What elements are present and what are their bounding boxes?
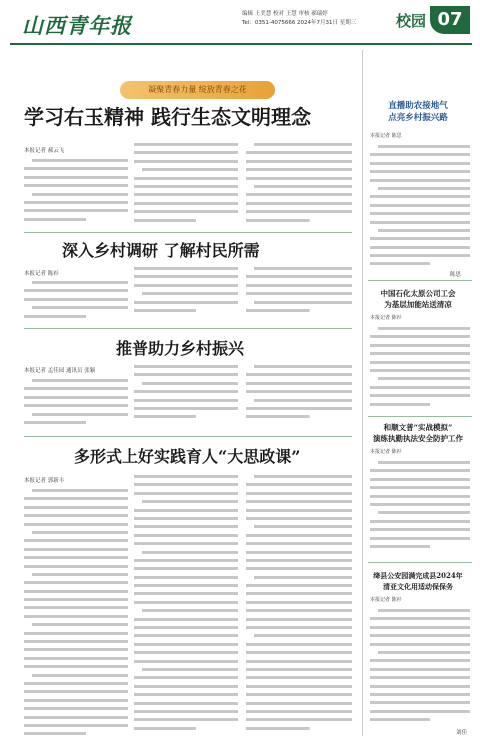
article-3-col-3 <box>246 362 352 428</box>
sidebar-2-byline: 本报记者 陈衫 <box>370 315 402 321</box>
column-separator <box>362 50 363 736</box>
article-3-byline: 本报记者 孟佳园 通讯员 张颖 <box>24 368 96 374</box>
sidebar-4-title-line-2: 清亚文化用适动保保务 <box>383 582 453 591</box>
article-4-byline: 本报记者 郭新丰 <box>24 478 65 484</box>
article-2-byline: 本报记者 陈衫 <box>24 271 59 277</box>
sidebar-3-byline: 本报记者 陈衫 <box>370 449 402 455</box>
sidebar-1-signature: 陈思 <box>450 272 462 278</box>
sidebar-4-byline: 本报记者 陈衫 <box>370 597 402 603</box>
divider <box>368 416 472 417</box>
article-2-col-2 <box>134 264 238 320</box>
sidebar-2-title-line-2: 为基层加能站送清凉 <box>384 300 452 309</box>
article-1-byline: 本报记者 郝云飞 <box>24 148 65 154</box>
divider <box>24 328 352 329</box>
divider <box>368 280 472 281</box>
masthead <box>10 6 472 44</box>
sidebar-3-body <box>370 458 470 554</box>
article-3-title: 推普助力乡村振兴 <box>116 339 245 358</box>
section-title: 校园 <box>396 12 427 30</box>
sidebar-1-title-line-1: 直播助农接地气 <box>388 101 448 111</box>
sidebar-2-title-line-1: 中国石化太原公司工会 <box>380 289 456 298</box>
divider <box>24 436 352 437</box>
masthead-meta <box>242 10 394 28</box>
sidebar-1-body <box>370 142 470 270</box>
sidebar-3-title-line-2: 演练执勤执法安全防护工作 <box>373 434 463 443</box>
sidebar-2-title <box>368 288 468 310</box>
article-3-col-1 <box>24 376 128 428</box>
article-4-col-2 <box>134 472 238 738</box>
section-banner: 凝聚青春力量 绽放青春之花 <box>120 81 275 99</box>
article-2-col-1 <box>24 278 128 320</box>
article-1-col-3 <box>246 140 352 224</box>
article-3-col-2 <box>134 362 238 428</box>
newspaper-page <box>10 6 472 736</box>
sidebar-4-signature: 刘佳 <box>456 730 468 736</box>
article-1-col-1 <box>24 156 128 224</box>
article-1-col-2 <box>134 140 238 224</box>
sidebar-2-body <box>370 324 470 412</box>
editor-line: 编辑 王美慧 校对 王慧 审核 郝瑞婷 <box>242 11 328 17</box>
newspaper-logo: 山西青年报 <box>22 13 132 38</box>
sidebar-3-title-line-1: 和顺文普“实战模拟” <box>383 423 453 432</box>
article-2-title: 深入乡村调研 了解村民所需 <box>62 241 260 260</box>
page-number: 07 <box>430 6 470 34</box>
sidebar-1-title <box>368 100 468 124</box>
sidebar-3-title <box>368 422 468 444</box>
sidebar-4-title-line-1: 绛县公安园满完成县2024年 <box>373 571 463 580</box>
article-4-col-1 <box>24 486 128 738</box>
sidebar-1-title-line-2: 点亮乡村振兴路 <box>388 113 448 123</box>
divider <box>24 232 352 233</box>
article-2-col-3 <box>246 264 352 320</box>
contact-date-line: Tel：0351-4075666 2024年7月31日 星期三 <box>242 20 357 26</box>
masthead-rule <box>10 43 472 45</box>
divider <box>368 562 472 563</box>
article-4-title: 多形式上好实践育人“大思政课” <box>74 447 301 466</box>
article-4-col-3 <box>246 472 352 738</box>
article-1-title: 学习右玉精神 践行生态文明理念 <box>24 105 311 129</box>
sidebar-1-byline: 本报记者 陈思 <box>370 133 402 139</box>
sidebar-4-body <box>370 606 470 728</box>
sidebar-4-title <box>368 570 468 592</box>
